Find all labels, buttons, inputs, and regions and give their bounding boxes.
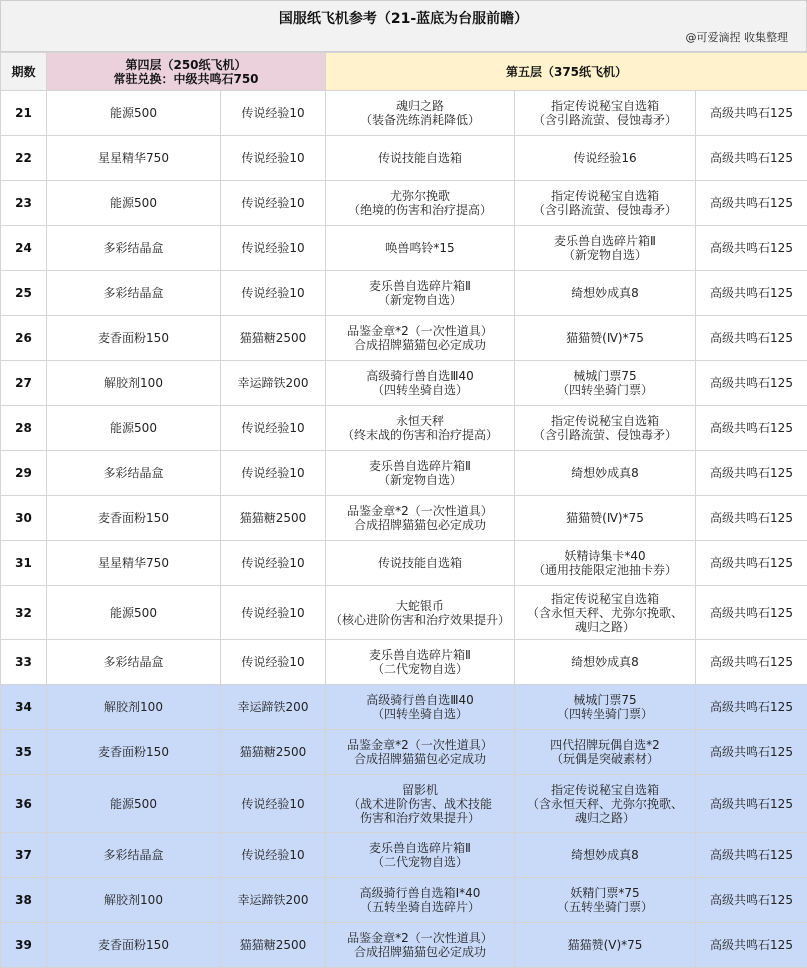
reward-text: 麦乐兽自选碎片箱Ⅱ — [328, 459, 512, 473]
reward-cell-c2 — [221, 271, 326, 316]
period-header: 期数 — [1, 53, 47, 91]
reward-text: 传说经验10 — [223, 655, 323, 669]
reward-text: 麦香面粉150 — [49, 745, 218, 759]
table-row — [1, 496, 807, 541]
reward-text: 能源500 — [49, 106, 218, 120]
reward-text: 高级共鸣石125 — [698, 745, 805, 759]
reward-cell-c5 — [696, 361, 807, 406]
reward-cell-c4 — [515, 730, 696, 775]
reward-cell-c2 — [221, 181, 326, 226]
reward-text: 猫猫糖2500 — [223, 745, 323, 759]
reward-cell-c2 — [221, 496, 326, 541]
period-cell: 30 — [1, 496, 47, 541]
reward-text: （装备洗练消耗降低） — [328, 113, 512, 127]
reward-text: 高级共鸣石125 — [698, 655, 805, 669]
table-row — [1, 271, 807, 316]
reward-cell-c2 — [221, 226, 326, 271]
reward-text: 魂归之路） — [517, 811, 693, 825]
reward-cell-c3 — [326, 923, 515, 968]
reward-text: 麦乐兽自选碎片箱Ⅱ — [328, 648, 512, 662]
header-row — [1, 53, 807, 91]
reward-text: 传说经验10 — [223, 421, 323, 435]
reward-text: 解胶剂100 — [49, 893, 218, 907]
reward-cell-c2 — [221, 833, 326, 878]
reward-text: 绮想妙成真8 — [517, 286, 693, 300]
reward-text: 合成招牌猫猫包必定成功 — [328, 518, 512, 532]
reward-text: 合成招牌猫猫包必定成功 — [328, 338, 512, 352]
table-row — [1, 685, 807, 730]
table-row — [1, 361, 807, 406]
reward-cell-c2 — [221, 406, 326, 451]
reward-cell-c1 — [47, 91, 221, 136]
period-cell: 34 — [1, 685, 47, 730]
reward-text: 麦乐兽自选碎片箱Ⅱ — [517, 234, 693, 248]
reward-cell-c1 — [47, 451, 221, 496]
reward-cell-c4 — [515, 640, 696, 685]
reward-text: 高级骑行兽自选Ⅲ40 — [328, 693, 512, 707]
reward-cell-c1 — [47, 775, 221, 833]
reward-text: 传说经验10 — [223, 466, 323, 480]
table-row — [1, 878, 807, 923]
reward-cell-c1 — [47, 541, 221, 586]
reward-cell-c3 — [326, 775, 515, 833]
period-cell: 21 — [1, 91, 47, 136]
layer4-header — [47, 53, 326, 91]
reward-cell-c2 — [221, 91, 326, 136]
table-row — [1, 226, 807, 271]
reward-cell-c4 — [515, 878, 696, 923]
reward-cell-c3 — [326, 181, 515, 226]
reward-text: （四转坐骑自选） — [328, 383, 512, 397]
table-row — [1, 181, 807, 226]
reward-text: 品鉴金章*2（一次性道具） — [328, 931, 512, 945]
reward-text: 多彩结晶盒 — [49, 241, 218, 255]
reward-cell-c5 — [696, 316, 807, 361]
reward-text: 魂归之路） — [517, 620, 693, 634]
period-cell: 25 — [1, 271, 47, 316]
reward-text: 猫猫糖2500 — [223, 511, 323, 525]
reward-cell-c2 — [221, 730, 326, 775]
reward-cell-c3 — [326, 496, 515, 541]
reward-text: 传说经验10 — [223, 106, 323, 120]
reward-text: 高级骑行兽自选箱Ⅰ*40 — [328, 886, 512, 900]
reward-text: （含引路流萤、侵蚀毒矛） — [517, 428, 693, 442]
reward-cell-c3 — [326, 406, 515, 451]
reward-text: 猫猫糖2500 — [223, 938, 323, 952]
reward-text: 麦乐兽自选碎片箱Ⅱ — [328, 841, 512, 855]
reward-cell-c1 — [47, 878, 221, 923]
page-title: 国服纸飞机参考（21-蓝底为台服前瞻） — [1, 8, 806, 28]
reward-text: （含永恒天秤、尤弥尔挽歌、 — [517, 606, 693, 620]
reward-text: 高级共鸣石125 — [698, 700, 805, 714]
table-row — [1, 136, 807, 181]
layer5-header: 第五层（375纸飞机） — [326, 53, 807, 91]
reward-cell-c4 — [515, 833, 696, 878]
reward-text: （二代宠物自选） — [328, 662, 512, 676]
reward-text: 猫猫赞(Ⅳ)*75 — [517, 511, 693, 525]
reward-text: 星星精华750 — [49, 151, 218, 165]
period-cell: 29 — [1, 451, 47, 496]
reward-cell-c4 — [515, 685, 696, 730]
reward-text: （二代宠物自选） — [328, 855, 512, 869]
reward-text: 高级共鸣石125 — [698, 606, 805, 620]
period-cell: 27 — [1, 361, 47, 406]
reward-cell-c1 — [47, 730, 221, 775]
reward-text: （战术进阶伤害、战术技能 — [328, 797, 512, 811]
period-cell: 38 — [1, 878, 47, 923]
layer4-header-line2: 常驻兑换：中级共鸣石750 — [49, 72, 323, 86]
table-row — [1, 406, 807, 451]
reward-text: 高级共鸣石125 — [698, 376, 805, 390]
reward-cell-c5 — [696, 451, 807, 496]
reward-text: （玩偶是突破素材） — [517, 752, 693, 766]
reward-text: 高级共鸣石125 — [698, 151, 805, 165]
reward-cell-c2 — [221, 316, 326, 361]
reward-text: 能源500 — [49, 797, 218, 811]
reward-text: 高级共鸣石125 — [698, 466, 805, 480]
reward-text: 幸运蹄铁200 — [223, 376, 323, 390]
period-cell: 31 — [1, 541, 47, 586]
reward-text: 传说经验10 — [223, 556, 323, 570]
reward-text: 传说技能自选箱 — [328, 151, 512, 165]
reward-text: （含引路流萤、侵蚀毒矛） — [517, 203, 693, 217]
reward-cell-c1 — [47, 833, 221, 878]
reward-text: 高级共鸣石125 — [698, 331, 805, 345]
reward-text: 伤害和治疗效果提升） — [328, 811, 512, 825]
reward-cell-c1 — [47, 685, 221, 730]
reward-text: 麦乐兽自选碎片箱Ⅱ — [328, 279, 512, 293]
period-cell: 36 — [1, 775, 47, 833]
reward-cell-c5 — [696, 136, 807, 181]
reward-cell-c4 — [515, 181, 696, 226]
reward-table — [0, 52, 807, 968]
reward-text: 能源500 — [49, 196, 218, 210]
reward-cell-c5 — [696, 833, 807, 878]
reward-text: 传说经验10 — [223, 606, 323, 620]
reward-cell-c4 — [515, 451, 696, 496]
reward-cell-c2 — [221, 923, 326, 968]
reward-text: 高级共鸣石125 — [698, 893, 805, 907]
reward-text: 多彩结晶盒 — [49, 286, 218, 300]
reward-cell-c1 — [47, 640, 221, 685]
reward-text: 品鉴金章*2（一次性道具） — [328, 504, 512, 518]
reward-cell-c3 — [326, 685, 515, 730]
reward-text: 麦香面粉150 — [49, 938, 218, 952]
table-row — [1, 451, 807, 496]
reward-text: （终末战的伤害和治疗提高） — [328, 428, 512, 442]
reward-cell-c2 — [221, 136, 326, 181]
reward-text: （核心进阶伤害和治疗效果提升） — [328, 613, 512, 627]
reward-cell-c5 — [696, 496, 807, 541]
reward-cell-c1 — [47, 181, 221, 226]
reward-cell-c1 — [47, 361, 221, 406]
reward-cell-c3 — [326, 541, 515, 586]
table-row — [1, 541, 807, 586]
reward-cell-c4 — [515, 136, 696, 181]
period-cell: 35 — [1, 730, 47, 775]
reward-text: （新宠物自选） — [517, 248, 693, 262]
reward-text: 械城门票75 — [517, 369, 693, 383]
reward-text: 猫猫赞(Ⅴ)*75 — [517, 938, 693, 952]
reward-cell-c2 — [221, 361, 326, 406]
reward-text: （绝境的伤害和治疗提高） — [328, 203, 512, 217]
period-cell: 39 — [1, 923, 47, 968]
reward-text: 妖精诗集卡*40 — [517, 549, 693, 563]
reward-cell-c5 — [696, 878, 807, 923]
reward-text: 高级骑行兽自选Ⅲ40 — [328, 369, 512, 383]
reward-text: 高级共鸣石125 — [698, 241, 805, 255]
reward-text: 传说经验10 — [223, 286, 323, 300]
reward-cell-c4 — [515, 541, 696, 586]
reward-cell-c1 — [47, 136, 221, 181]
reward-text: 指定传说秘宝自选箱 — [517, 592, 693, 606]
table-row — [1, 730, 807, 775]
reward-cell-c3 — [326, 833, 515, 878]
reward-text: 唤兽鸣铃*15 — [328, 241, 512, 255]
reward-cell-c3 — [326, 361, 515, 406]
reward-cell-c5 — [696, 406, 807, 451]
reward-cell-c5 — [696, 181, 807, 226]
reward-text: （通用技能限定池抽卡券） — [517, 563, 693, 577]
period-cell: 24 — [1, 226, 47, 271]
reward-text: 麦香面粉150 — [49, 331, 218, 345]
reward-cell-c3 — [326, 730, 515, 775]
reward-text: 品鉴金章*2（一次性道具） — [328, 738, 512, 752]
reward-text: 猫猫赞(Ⅳ)*75 — [517, 331, 693, 345]
reward-text: 永恒天秤 — [328, 414, 512, 428]
period-cell: 26 — [1, 316, 47, 361]
reward-text: 多彩结晶盒 — [49, 655, 218, 669]
reward-text: 指定传说秘宝自选箱 — [517, 783, 693, 797]
reward-cell-c2 — [221, 541, 326, 586]
credit-text: @可爱滴捏 收集整理 — [686, 29, 789, 45]
reward-text: 品鉴金章*2（一次性道具） — [328, 324, 512, 338]
table-row — [1, 833, 807, 878]
reward-text: 多彩结晶盒 — [49, 466, 218, 480]
reward-cell-c5 — [696, 226, 807, 271]
table-row — [1, 316, 807, 361]
reward-cell-c3 — [326, 226, 515, 271]
reward-text: 高级共鸣石125 — [698, 196, 805, 210]
table-row — [1, 775, 807, 833]
reward-cell-c1 — [47, 316, 221, 361]
reward-text: （含永恒天秤、尤弥尔挽歌、 — [517, 797, 693, 811]
period-cell: 37 — [1, 833, 47, 878]
reward-text: 留影机 — [328, 783, 512, 797]
reward-cell-c2 — [221, 685, 326, 730]
reward-text: 高级共鸣石125 — [698, 511, 805, 525]
reward-cell-c3 — [326, 586, 515, 640]
reward-text: （四转坐骑自选） — [328, 707, 512, 721]
reward-cell-c2 — [221, 878, 326, 923]
reward-cell-c4 — [515, 775, 696, 833]
reward-text: 指定传说秘宝自选箱 — [517, 414, 693, 428]
reward-cell-c3 — [326, 91, 515, 136]
reward-text: 高级共鸣石125 — [698, 848, 805, 862]
reward-cell-c5 — [696, 685, 807, 730]
reward-cell-c4 — [515, 406, 696, 451]
reward-text: 星星精华750 — [49, 556, 218, 570]
reward-cell-c3 — [326, 316, 515, 361]
reward-text: 妖精门票*75 — [517, 886, 693, 900]
reward-text: 传说经验10 — [223, 241, 323, 255]
reward-text: 能源500 — [49, 421, 218, 435]
reward-text: 传说经验10 — [223, 196, 323, 210]
reward-cell-c1 — [47, 226, 221, 271]
reward-cell-c5 — [696, 586, 807, 640]
reward-text: 合成招牌猫猫包必定成功 — [328, 752, 512, 766]
reward-cell-c4 — [515, 923, 696, 968]
reward-cell-c1 — [47, 923, 221, 968]
reward-text: （四转坐骑门票） — [517, 707, 693, 721]
table-row — [1, 91, 807, 136]
reward-cell-c1 — [47, 271, 221, 316]
table-body — [1, 91, 807, 968]
period-cell: 28 — [1, 406, 47, 451]
reward-text: 绮想妙成真8 — [517, 466, 693, 480]
reward-cell-c5 — [696, 640, 807, 685]
period-cell: 22 — [1, 136, 47, 181]
reward-text: 高级共鸣石125 — [698, 938, 805, 952]
reward-text: 幸运蹄铁200 — [223, 893, 323, 907]
reward-text: （含引路流萤、侵蚀毒矛） — [517, 113, 693, 127]
reward-text: 大蛇银币 — [328, 599, 512, 613]
reward-text: 指定传说秘宝自选箱 — [517, 99, 693, 113]
reward-cell-c4 — [515, 226, 696, 271]
reward-text: 幸运蹄铁200 — [223, 700, 323, 714]
reward-text: 解胶剂100 — [49, 376, 218, 390]
reward-text: 传说经验10 — [223, 848, 323, 862]
reward-text: 解胶剂100 — [49, 700, 218, 714]
reward-cell-c1 — [47, 406, 221, 451]
reward-text: （五转坐骑自选碎片） — [328, 900, 512, 914]
table-row — [1, 586, 807, 640]
reward-cell-c2 — [221, 640, 326, 685]
reward-cell-c5 — [696, 923, 807, 968]
reward-text: 高级共鸣石125 — [698, 556, 805, 570]
reward-text: 四代招牌玩偶自选*2 — [517, 738, 693, 752]
reward-cell-c2 — [221, 775, 326, 833]
reward-text: 猫猫糖2500 — [223, 331, 323, 345]
reward-text: （新宠物自选） — [328, 293, 512, 307]
reward-cell-c5 — [696, 91, 807, 136]
reward-cell-c4 — [515, 496, 696, 541]
layer4-header-line1: 第四层（250纸飞机） — [49, 58, 323, 72]
period-cell: 32 — [1, 586, 47, 640]
reward-text: 高级共鸣石125 — [698, 106, 805, 120]
reward-cell-c4 — [515, 361, 696, 406]
reward-text: 指定传说秘宝自选箱 — [517, 189, 693, 203]
title-bar — [0, 0, 807, 52]
reward-cell-c3 — [326, 271, 515, 316]
reward-text: 麦香面粉150 — [49, 511, 218, 525]
reward-text: 高级共鸣石125 — [698, 286, 805, 300]
reward-text: 绮想妙成真8 — [517, 655, 693, 669]
reward-text: （五转坐骑门票） — [517, 900, 693, 914]
reward-cell-c4 — [515, 91, 696, 136]
reward-text: 高级共鸣石125 — [698, 797, 805, 811]
reward-text: 传说经验16 — [517, 151, 693, 165]
reward-text: 绮想妙成真8 — [517, 848, 693, 862]
reward-text: 多彩结晶盒 — [49, 848, 218, 862]
reward-cell-c3 — [326, 136, 515, 181]
table-row — [1, 923, 807, 968]
reward-cell-c1 — [47, 586, 221, 640]
reward-cell-c5 — [696, 730, 807, 775]
table-row — [1, 640, 807, 685]
reward-cell-c4 — [515, 271, 696, 316]
reward-text: （四转坐骑门票） — [517, 383, 693, 397]
reward-cell-c3 — [326, 878, 515, 923]
reward-cell-c5 — [696, 541, 807, 586]
reward-cell-c4 — [515, 316, 696, 361]
reward-text: 能源500 — [49, 606, 218, 620]
reward-text: 尤弥尔挽歌 — [328, 189, 512, 203]
reward-text: 传说经验10 — [223, 151, 323, 165]
reward-text: 传说技能自选箱 — [328, 556, 512, 570]
reward-text: （新宠物自选） — [328, 473, 512, 487]
reward-cell-c5 — [696, 775, 807, 833]
reward-cell-c3 — [326, 451, 515, 496]
reward-cell-c2 — [221, 586, 326, 640]
reward-text: 魂归之路 — [328, 99, 512, 113]
reward-cell-c4 — [515, 586, 696, 640]
reward-cell-c5 — [696, 271, 807, 316]
reward-text: 合成招牌猫猫包必定成功 — [328, 945, 512, 959]
reward-text: 传说经验10 — [223, 797, 323, 811]
period-cell: 33 — [1, 640, 47, 685]
reward-text: 高级共鸣石125 — [698, 421, 805, 435]
reward-cell-c3 — [326, 640, 515, 685]
period-cell: 23 — [1, 181, 47, 226]
reward-text: 械城门票75 — [517, 693, 693, 707]
reward-cell-c1 — [47, 496, 221, 541]
reward-cell-c2 — [221, 451, 326, 496]
